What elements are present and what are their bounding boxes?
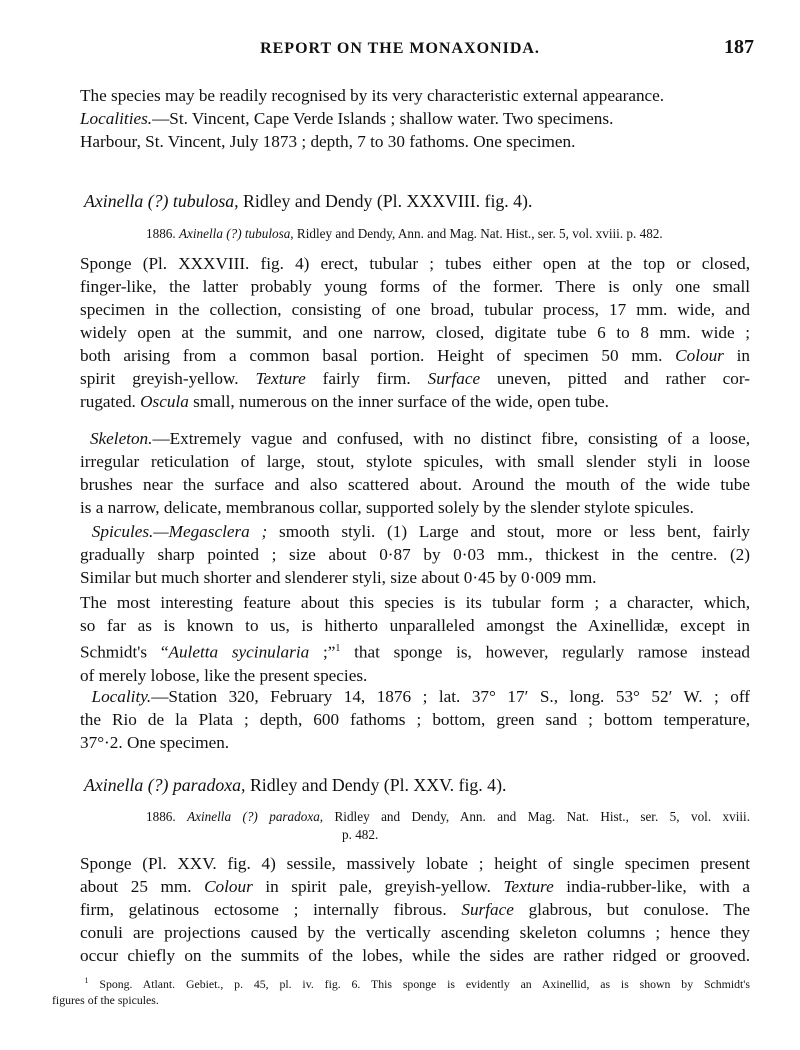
species2-desc-text: about 25 mm.: [80, 877, 205, 896]
species1-desc-text: small, numerous on the inner surface of the wide, open tube.: [188, 392, 609, 411]
species1-desc-text: rugated.: [80, 392, 141, 411]
species1-authority: Ridley and Dendy (Pl. XXXVIII. fig. 4).: [238, 191, 533, 211]
page-number: 187: [724, 36, 754, 58]
page-header: [0, 36, 800, 66]
spicules-label: Spicules.: [91, 522, 154, 541]
species2-desc-line-3: [80, 898, 750, 921]
spicules-paragraph: [80, 520, 750, 589]
surface-label: Surface: [427, 369, 481, 388]
localities-line: [80, 107, 750, 130]
species2-query: (?): [147, 775, 169, 795]
texture-label: Texture: [255, 369, 306, 388]
skeleton-line: is a narrow, delicate, membranous collar, supported solely by the slender stylote spicules.: [80, 498, 694, 517]
species1-citation: [146, 225, 750, 243]
species2-genus: Axinella: [84, 775, 144, 795]
interest-line: so far as is known to us, is hitherto unparalleled amongst the Axinellidæ, except in: [80, 616, 750, 635]
skeleton-line-1: [80, 427, 750, 450]
species1-desc-line: Sponge (Pl. XXXVIII. fig. 4) erect, tubular ; tubes either open at the top or closed,: [80, 254, 750, 273]
footnote-ref[interactable]: 1: [335, 643, 341, 654]
species-heading-paradoxa: [84, 775, 506, 796]
species1-desc-text: fairly firm.: [305, 369, 428, 388]
localities-label: Localities.: [80, 109, 153, 128]
species1-desc-text: uneven, pitted and rather cor-: [480, 369, 750, 388]
running-title: REPORT ON THE MONAXONIDA.: [260, 40, 540, 57]
colour-label-2: Colour: [204, 877, 253, 896]
species1-citation-rest: Ridley and Dendy, Ann. and Mag. Nat. Hist., ser. 5, vol. xviii. p. 482.: [293, 226, 663, 241]
species2-citation-year: 1886.: [146, 809, 176, 824]
species1-citation-name: Axinella (?) tubulosa,: [178, 226, 294, 241]
species2-citation: [146, 808, 750, 844]
footnote-line-1: [52, 973, 750, 992]
locality-text: —Station 320, February 14, 1876 ; lat. 37° 17′ S., long. 53° 52′ W. ; off: [151, 687, 751, 706]
species1-desc-line: widely open at the summit, and one narrow, closed, digitate tube 6 to 8 mm. wide ;: [80, 323, 750, 342]
interest-line: The most interesting feature about this species is its tubular form ; a character, which,: [80, 593, 750, 612]
species2-desc-line-2: [80, 875, 750, 898]
locality-line-1: [80, 685, 750, 708]
interest-line: of merely lobose, like the present species.: [80, 665, 368, 685]
interest-text: ;”: [309, 642, 336, 662]
footnote-marker: 1: [84, 976, 89, 985]
spicules-line-1: [80, 520, 750, 543]
species1-query: (?): [147, 191, 169, 211]
footnote-text: Spong. Atlant. Gebiet., p. 45, pl. iv. fig. 6. This sponge is evidently an Axinellid, as is shown by Schmidt's: [88, 976, 750, 991]
species2-desc-line: conuli are projections caused by the vertically ascending skeleton columns ; hence they: [80, 923, 750, 942]
skeleton-text: —Extremely vague and confused, with no distinct fibre, consisting of a loose,: [152, 429, 750, 448]
locality-paragraph: [80, 685, 750, 754]
species1-description: [80, 252, 750, 413]
surface-label-2: Surface: [461, 900, 514, 919]
texture-label-2: Texture: [503, 877, 554, 896]
species2-description: [80, 852, 750, 967]
species2-epithet: paradoxa,: [172, 775, 246, 795]
species2-citation-name: Axinella (?) paradoxa,: [187, 809, 324, 824]
species1-desc-text: both arising from a common basal portion. Height of specimen 50 mm.: [80, 346, 663, 365]
locality-label: Locality.: [91, 687, 152, 706]
localities-text: —St. Vincent, Cape Verde Islands ; shallow water. Two specimens.: [152, 109, 614, 128]
skeleton-paragraph: [80, 427, 750, 519]
species2-authority: Ridley and Dendy (Pl. XXV. fig. 4).: [245, 775, 507, 795]
species2-desc-text: india-rubber-like, with a: [553, 877, 750, 896]
species-heading-tubulosa: [84, 191, 532, 212]
interest-paragraph: [80, 591, 750, 687]
colour-label: Colour: [675, 346, 724, 365]
species2-citation-rest: Ridley and Dendy, Ann. and Mag. Nat. Hist., ser. 5, vol. xviii.: [323, 809, 751, 824]
species2-desc-text: glabrous, but conulose. The: [513, 900, 750, 919]
species2-desc-text: firm, gelatinous ectosome ; internally fibrous.: [80, 900, 462, 919]
intro-line-3: Harbour, St. Vincent, July 1873 ; depth, 7 to 30 fathoms. One specimen.: [80, 132, 576, 151]
species1-desc-line-5: [80, 344, 750, 367]
species1-desc-line-6: [80, 367, 750, 390]
interest-line-3: [80, 637, 750, 664]
species1-desc-text: spirit greyish-yellow.: [80, 369, 256, 388]
skeleton-line: irregular reticulation of large, stout, stylote spicules, with small slender styli in loose: [80, 452, 750, 471]
species1-genus: Axinella: [84, 191, 144, 211]
intro-line-1: The species may be readily recognised by its very characteristic external appearance.: [80, 86, 665, 105]
species1-citation-year: 1886.: [146, 226, 176, 241]
species2-desc-text: in spirit pale, greyish-yellow.: [252, 877, 504, 896]
species1-epithet: tubulosa,: [172, 191, 239, 211]
megasclera-label: —Megasclera ;: [153, 522, 268, 541]
footnote: [52, 973, 750, 1008]
skeleton-label: Skeleton.: [89, 429, 153, 448]
footnote-line-2: figures of the spicules.: [52, 992, 159, 1007]
species2-citation-line-1: [146, 808, 750, 826]
spicules-line: Similar but much shorter and slenderer styli, size about 0·45 by 0·009 mm.: [80, 568, 597, 587]
species1-desc-line-7: [80, 390, 750, 413]
locality-line: the Rio de la Plata ; depth, 600 fathoms ; bottom, green sand ; bottom temperature,: [80, 710, 750, 729]
locality-line: 37°·2. One specimen.: [80, 733, 230, 752]
interest-text: Schmidt's “: [80, 642, 169, 662]
intro-paragraph: [80, 84, 750, 153]
auletta-name: Auletta sycinularia: [168, 642, 310, 662]
interest-text: that sponge is, however, regularly ramose instead: [340, 642, 750, 662]
species2-citation-line-2: p. 482.: [342, 827, 379, 842]
species2-desc-line: occur chiefly on the summits of the lobes, while the sides are rather ridged or grooved.: [80, 946, 750, 965]
species2-desc-line: Sponge (Pl. XXV. fig. 4) sessile, massively lobate ; height of single specimen present: [80, 854, 750, 873]
oscula-label: Oscula: [140, 392, 189, 411]
skeleton-line: brushes near the surface and also scattered about. Around the mouth of the wide tube: [80, 475, 750, 494]
species1-desc-line: finger-like, the latter probably young forms of the former. There is only one small: [80, 277, 750, 296]
colour-tail: in: [723, 346, 751, 365]
spicules-text: smooth styli. (1) Large and stout, more or less bent, fairly: [267, 522, 750, 541]
species1-desc-line: specimen in the collection, consisting of one broad, tubular process, 17 mm. wide, and: [80, 300, 750, 319]
spicules-line: gradually sharp pointed ; size about 0·87 by 0·03 mm., thickest in the centre. (2): [80, 545, 750, 564]
